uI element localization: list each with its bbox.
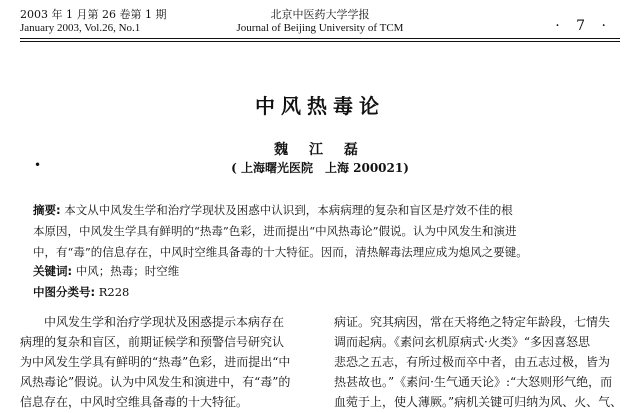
body-column-right bbox=[334, 312, 623, 412]
classification bbox=[33, 284, 129, 300]
keywords-value: 中风；热毒；时空维 bbox=[75, 264, 180, 278]
body-right-line: 热甚故也。”《素问·生气通天论》:“大怒则形气绝，而 bbox=[334, 375, 613, 389]
article-author: 魏 江 磊 bbox=[274, 142, 366, 158]
abstract-line-2: 本原因，中风发生学具有鲜明的“热毒”色彩，进而提出“中风热毒论”假说。认为中风发生和演进 bbox=[33, 224, 517, 238]
journal-name-en: Journal of Beijing University of TCM bbox=[236, 22, 404, 34]
header-rule-top bbox=[20, 38, 620, 39]
body-left-line: 中风发生学和治疗学现状及困惑提示本病存在 bbox=[20, 315, 285, 329]
journal-name-cn: 北京中医药大学学报 bbox=[270, 8, 370, 21]
article-title: 中风热毒论 bbox=[255, 94, 385, 118]
classification-label: 中图分类号: bbox=[33, 285, 96, 299]
abstract-line-1 bbox=[33, 200, 608, 221]
body-left-line: 信息存在，中风时空维具备毒的十大特征。 bbox=[20, 395, 249, 409]
journal-issue-en: January 2003, Vol.26, No.1 bbox=[20, 22, 141, 34]
body-left-line: 病理的复杂和盲区，前期证候学和预警信号研究认 bbox=[20, 335, 285, 349]
body-right-line: 血菀于上，使人薄厥。”病机关键可归纳为风、火、气、 bbox=[334, 395, 623, 409]
header-rule-bottom bbox=[20, 41, 620, 42]
abstract bbox=[33, 200, 608, 263]
body-left-line: 为中风发生学具有鲜明的“热毒”色彩，进而提出“中 bbox=[20, 355, 291, 369]
abstract-text-1: 本文从中风发生学和治疗学现状及困惑中认识到，本病病理的复杂和盲区是疗效不佳的根 bbox=[64, 203, 513, 217]
abstract-line-3: 中，有“毒”的信息存在，中风时空维具备毒的十大特征。因而，清热解毒法理应成为熄风之要键。 bbox=[33, 245, 528, 259]
keywords bbox=[33, 263, 179, 279]
journal-issue-cn: 2003 年 1 月第 26 卷第 1 期 bbox=[20, 8, 167, 21]
body-column-left bbox=[20, 312, 305, 412]
margin-bullet: • bbox=[34, 158, 42, 172]
body-right-line: 悲恐之五志，有所过极而卒中者，由五志过极，皆为 bbox=[334, 355, 611, 369]
classification-value: R228 bbox=[98, 285, 130, 299]
abstract-label: 摘要: bbox=[33, 203, 61, 217]
article-affiliation: ( 上海曙光医院 上海 200021) bbox=[231, 161, 409, 175]
page-number: · 7 · bbox=[555, 18, 612, 34]
body-left-line: 风热毒论”假说。认为中风发生和演进中，有“毒”的 bbox=[20, 375, 291, 389]
body-right-line: 病证。究其病因，常在天将绝之特定年龄段，七情失 bbox=[334, 315, 611, 329]
body-right-line: 调而起病。《素问玄机原病式·火类》“多因喜怒思 bbox=[334, 335, 590, 349]
keywords-label: 关键词: bbox=[33, 264, 73, 278]
